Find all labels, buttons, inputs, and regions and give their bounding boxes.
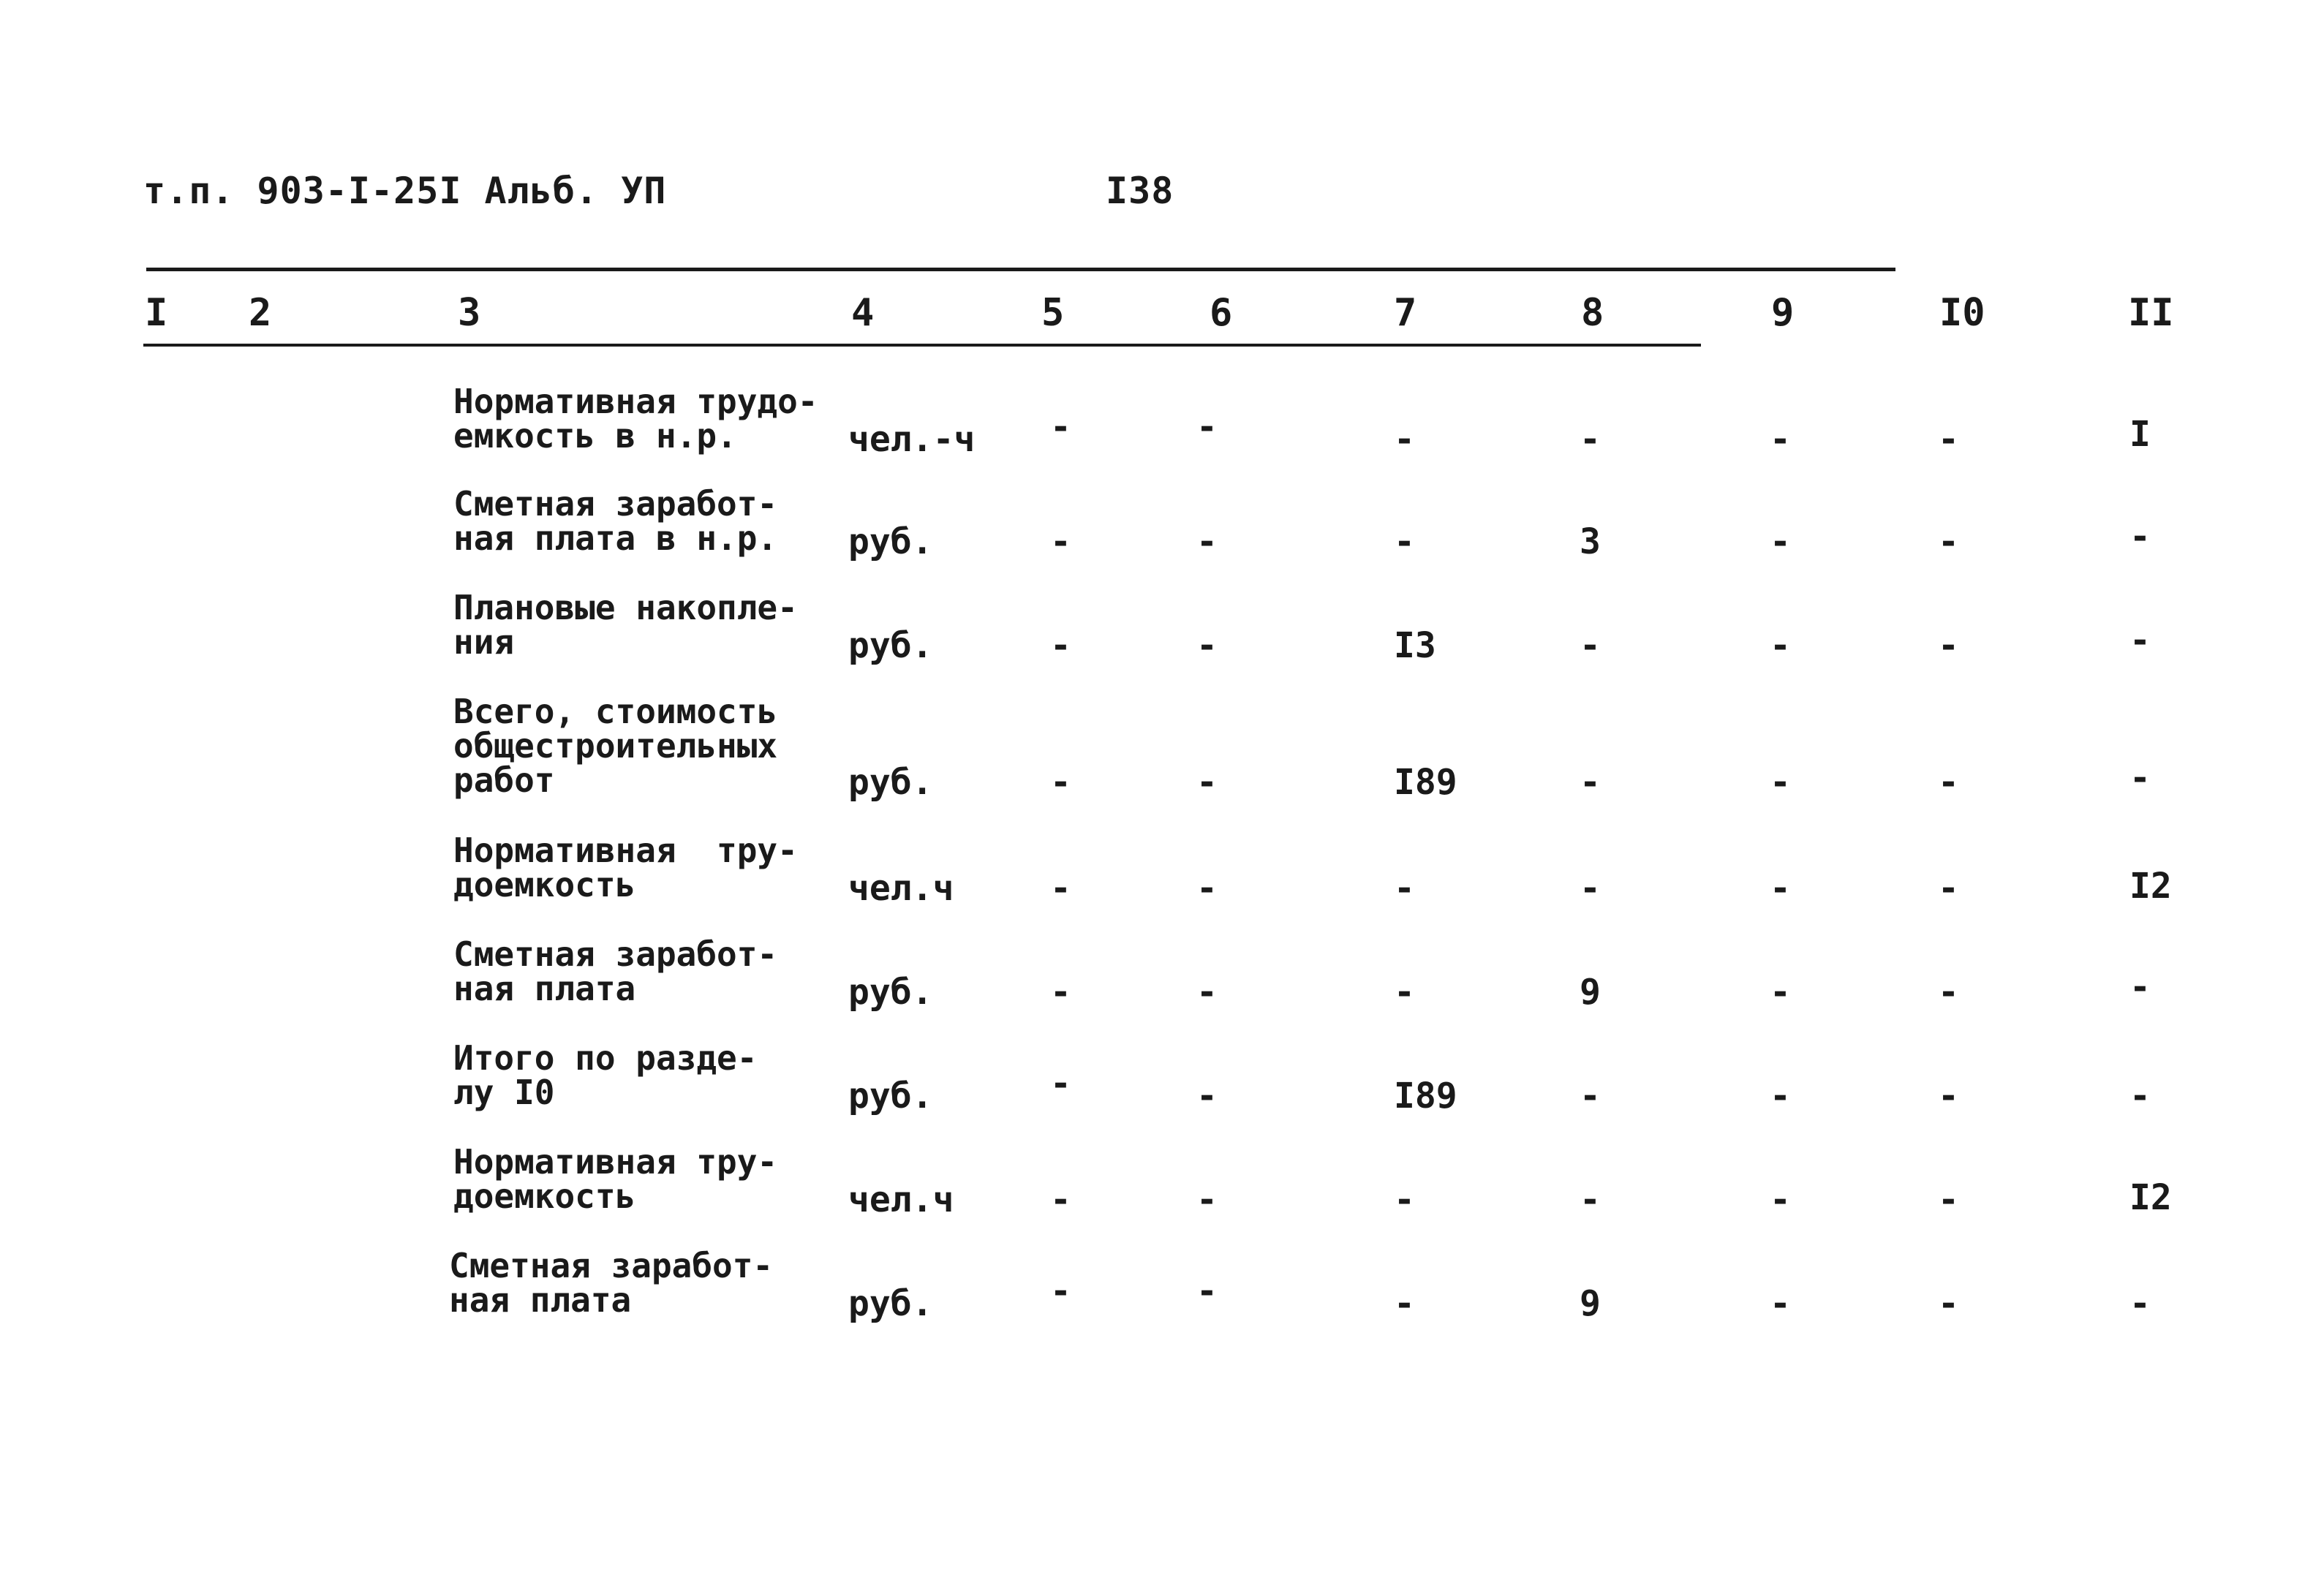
cell-col5: - (1050, 762, 1071, 803)
cell-col10: - (1938, 762, 1959, 803)
cell-col8: - (1580, 868, 1601, 909)
row-description: Итого по разде- лу I0 (453, 1038, 758, 1112)
cell-col10: - (1938, 419, 1959, 460)
cell-col11: - (2129, 757, 2151, 798)
cell-col7: - (1394, 868, 1415, 909)
column-header-8: 8 (1581, 291, 1604, 335)
row-description: Нормативная трудо- емкость в н.р. (453, 382, 818, 456)
cell-col10: - (1938, 625, 1959, 666)
cell-col10: - (1938, 521, 1959, 562)
cell-col10: - (1938, 1179, 1959, 1220)
row-description: Сметная заработ- ная плата (449, 1246, 774, 1320)
cell-col6: - (1196, 407, 1218, 447)
cell-col5: - (1050, 1063, 1071, 1104)
table-header-rule (143, 344, 1701, 347)
cell-col7: I89 (1394, 762, 1457, 803)
column-header-9: 9 (1771, 291, 1795, 335)
cell-col11: I (2129, 414, 2151, 455)
cell-col8: 9 (1580, 972, 1601, 1013)
cell-col5: - (1050, 972, 1071, 1013)
table-top-rule (146, 268, 1895, 271)
cell-col10: - (1938, 1283, 1959, 1324)
row-description: Всего, стоимость общестроительных работ (453, 692, 778, 800)
cell-col11: - (2129, 1076, 2151, 1116)
cell-col8: - (1580, 762, 1601, 803)
cell-col7: I89 (1394, 1076, 1457, 1116)
column-header-3: 3 (458, 291, 481, 335)
cell-col7: - (1394, 972, 1415, 1013)
cell-col11: I2 (2129, 866, 2172, 907)
cell-col9: - (1770, 1076, 1791, 1116)
cell-col6: - (1196, 972, 1218, 1013)
cell-col11: - (2129, 1283, 2151, 1324)
cell-col6: - (1196, 521, 1218, 562)
cell-col8: 9 (1580, 1283, 1601, 1324)
cell-col7: - (1394, 521, 1415, 562)
cell-col9: - (1770, 1179, 1791, 1220)
row-unit: руб. (848, 625, 933, 666)
column-header-1: I (145, 291, 168, 335)
row-description: Нормативная тру- доемкость (453, 1142, 778, 1216)
cell-col7: - (1394, 419, 1415, 460)
column-header-4: 4 (851, 291, 875, 335)
cell-col10: - (1938, 972, 1959, 1013)
column-header-11: II (2128, 291, 2174, 335)
cell-col6: - (1196, 1179, 1218, 1220)
cell-col11: - (2129, 516, 2151, 557)
row-description: Нормативная тру- доемкость (453, 831, 798, 904)
cell-col8: 3 (1580, 521, 1601, 562)
column-header-5: 5 (1041, 291, 1065, 335)
row-unit: руб. (848, 972, 933, 1013)
cell-col10: - (1938, 868, 1959, 909)
document-reference: т.п. 903-I-25I Альб. УП (143, 170, 667, 212)
cell-col5: - (1050, 625, 1071, 666)
column-header-7: 7 (1394, 291, 1417, 335)
cell-col11: - (2129, 620, 2151, 661)
cell-col11: - (2129, 967, 2151, 1008)
row-unit: руб. (848, 1283, 933, 1324)
cell-col11: I2 (2129, 1177, 2172, 1218)
page-number: I38 (1106, 170, 1174, 212)
cell-col9: - (1770, 972, 1791, 1013)
cell-col5: - (1050, 407, 1071, 447)
column-header-10: I0 (1939, 291, 1985, 335)
row-unit: руб. (848, 762, 933, 803)
cell-col10: - (1938, 1076, 1959, 1116)
cell-col5: - (1050, 868, 1071, 909)
cell-col7: I3 (1394, 625, 1436, 666)
cell-col7: - (1394, 1283, 1415, 1324)
row-unit: руб. (848, 521, 933, 562)
cell-col9: - (1770, 625, 1791, 666)
cell-col9: - (1770, 868, 1791, 909)
cell-col6: - (1196, 625, 1218, 666)
cell-col5: - (1050, 521, 1071, 562)
cell-col5: - (1050, 1271, 1071, 1312)
row-unit: руб. (848, 1076, 933, 1116)
cell-col6: - (1196, 762, 1218, 803)
row-description: Сметная заработ- ная плата в н.р. (453, 484, 778, 558)
row-unit: чел.-ч (848, 419, 976, 460)
cell-col8: - (1580, 1179, 1601, 1220)
cell-col9: - (1770, 762, 1791, 803)
cell-col9: - (1770, 419, 1791, 460)
row-unit: чел.ч (848, 868, 954, 909)
row-description: Сметная заработ- ная плата (453, 934, 778, 1008)
cell-col5: - (1050, 1179, 1071, 1220)
cell-col9: - (1770, 1283, 1791, 1324)
cell-col8: - (1580, 1076, 1601, 1116)
cell-col9: - (1770, 521, 1791, 562)
cell-col6: - (1196, 868, 1218, 909)
cell-col6: - (1196, 1076, 1218, 1116)
cell-col8: - (1580, 419, 1601, 460)
cell-col6: - (1196, 1271, 1218, 1312)
column-header-6: 6 (1210, 291, 1233, 335)
cell-col8: - (1580, 625, 1601, 666)
row-description: Плановые накопле- ния (453, 588, 798, 662)
cell-col7: - (1394, 1179, 1415, 1220)
column-header-2: 2 (249, 291, 272, 335)
row-unit: чел.ч (848, 1179, 954, 1220)
